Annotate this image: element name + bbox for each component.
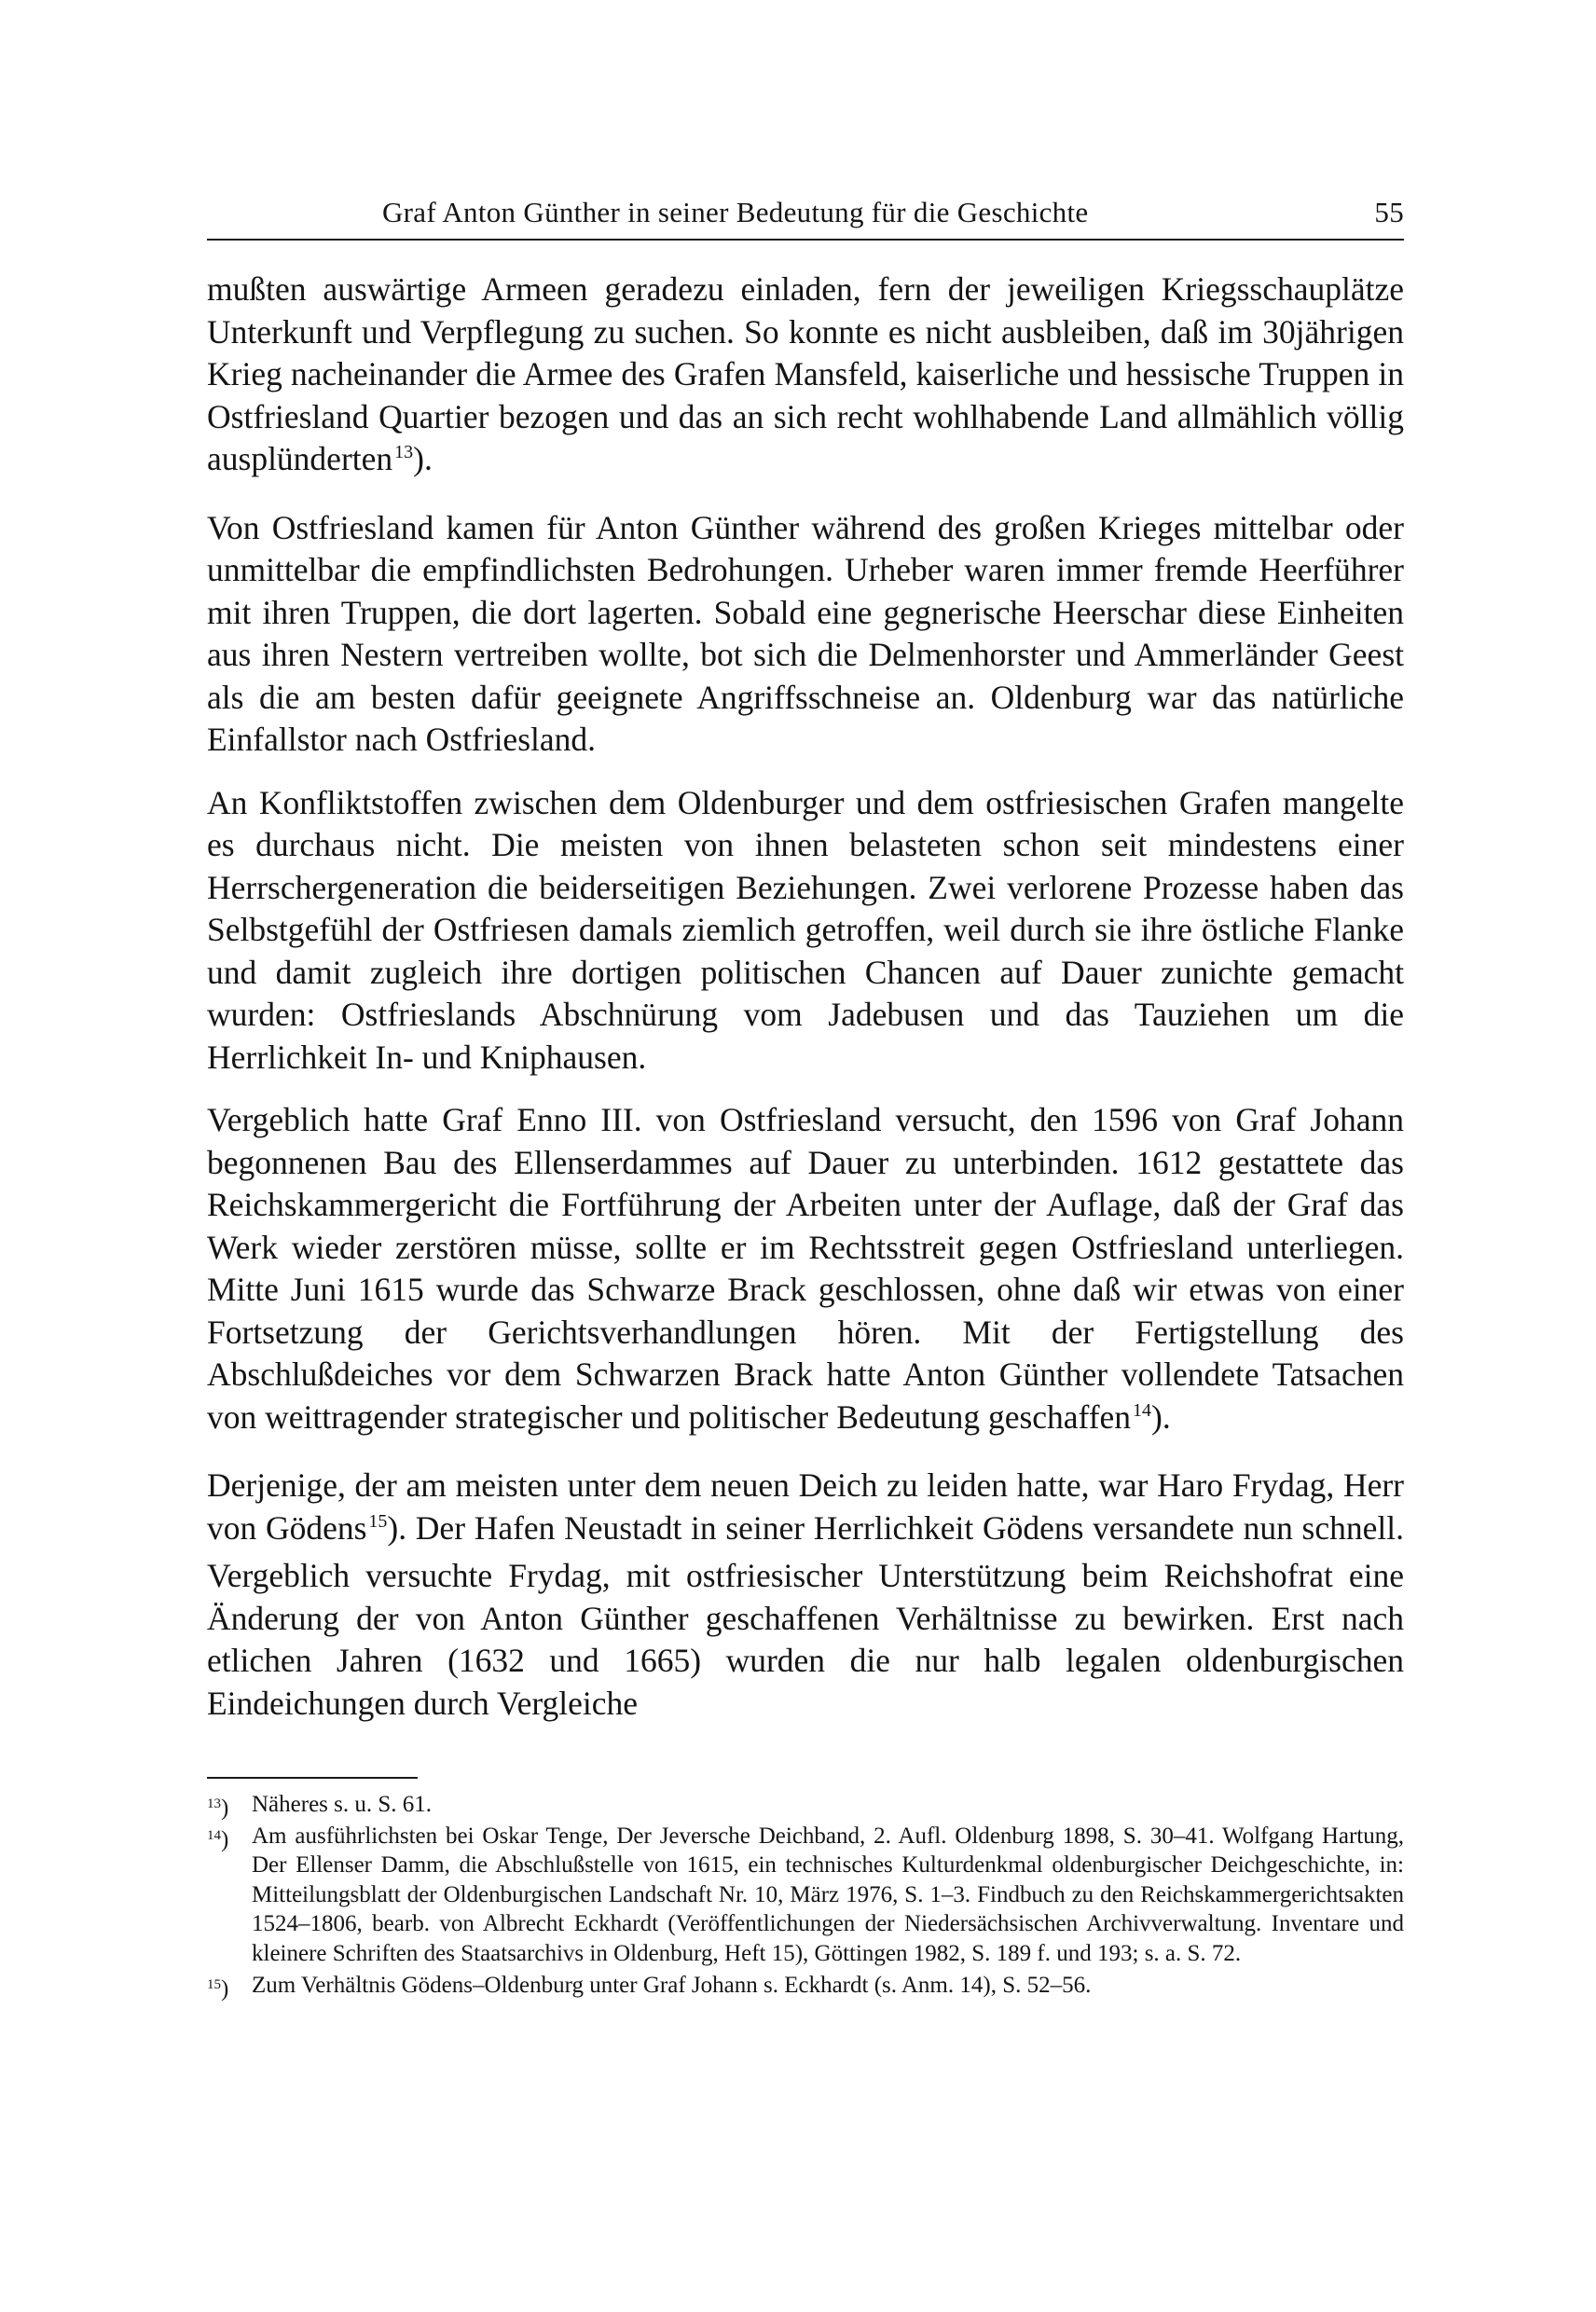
- paragraph-5: [207, 1465, 1404, 1725]
- paragraph-2: [207, 507, 1404, 762]
- paragraph-text: Derjenige, der am meisten unter dem neuen Deich zu leiden hatte, war Haro Frydag, Herr von Gödens: [207, 1466, 1404, 1547]
- paragraph-text-after: ). Der Hafen Neustadt in seiner Herrlichkeit Gödens versandete nun schnell. Vergeblich versuchte Frydag, mit ostfriesischer Unterstützung beim Reichshofrat eine Änderung der von Anton Günther geschaffenen Verhältnisse zu bewirken. Erst nach etlichen Jahren (1632 und 1665) wurden die nur halb legalen oldenburgischen Eindeichungen durch Vergleiche: [207, 1508, 1404, 1722]
- paragraph-1: [207, 268, 1404, 487]
- paragraph-text: Vergeblich hatte Graf Enno III. von Ostfriesland versucht, den 1596 von Graf Johann begonnenen Bau des Ellenserdammes auf Dauer zu unterbinden. 1612 gestattete das Reichskammergericht die Fortführung der Arbeiten unter der Auflage, daß der Graf das Werk wieder zerstören müsse, sollte er im Rechtsstreit gegen Ostfriesland unterliegen. Mitte Juni 1615 wurde das Schwarze Brack geschlossen, ohne daß wir etwas von einer Fortsetzung der Gerichtsverhandlungen hören. Mit der Fertigstellung des Abschlußdeiches vor dem Schwarzen Brack hatte Anton Günther vollendete Tatsachen von weittragender strategischer und politischer Bedeutung geschaffen: [207, 1101, 1404, 1436]
- paragraph-4: [207, 1099, 1404, 1444]
- paragraph-3: [207, 782, 1404, 1080]
- running-head: [207, 186, 1404, 241]
- paragraph-text-after: ).: [413, 440, 433, 477]
- footnote-14: [207, 1822, 1404, 1969]
- footnote-15: [207, 1971, 1404, 2001]
- footnote-13: [207, 1790, 1404, 1820]
- footnote-reference: 13: [394, 442, 414, 462]
- running-head-title: Graf Anton Günther in seiner Bedeutung für die Geschichte: [382, 196, 1089, 228]
- footnote-text: Zum Verhältnis Gödens–Oldenburg unter Graf Johann s. Eckhardt (s. Anm. 14), S. 52–56.: [252, 1972, 1092, 1998]
- paragraph-text: Von Ostfriesland kamen für Anton Günther während des großen Krieges mittelbar oder unmittelbar die empfindlichsten Bedrohungen. Urheber waren immer fremde Heerführer mit ihren Truppen, die dort lagerten. Sobald eine gegnerische Heerschar diese Einheiten aus ihren Nestern vertreiben wollte, bot sich die Delmenhorster und Ammerländer Geest als die am besten dafür geeignete Angriffsschneise an. Oldenburg war das natürliche Einfallstor nach Ostfriesland.: [207, 508, 1404, 758]
- book-page: [207, 186, 1404, 2002]
- footnote-number: 14: [207, 1827, 221, 1843]
- body-text: [207, 268, 1404, 1725]
- page-number: 55: [1374, 196, 1404, 228]
- paragraph-text: mußten auswärtige Armeen geradezu einladen, fern der jeweiligen Kriegsschauplätze Unterkunft und Verpflegung zu suchen. So konnte es nicht ausbleiben, daß im 30jährigen Krieg nacheinander die Armee des Grafen Mansfeld, kaiserliche und hessische Truppen in Ostfriesland Quartier bezogen und das an sich recht wohlhabende Land allmählich völlig ausplünderten: [207, 270, 1404, 477]
- footnote-number: 13: [207, 1796, 221, 1811]
- paragraph-text: An Konfliktstoffen zwischen dem Oldenburger und dem ostfriesischen Grafen mangelte es durchaus nicht. Die meisten von ihnen belasteten schon seit mindestens einer Herrschergeneration die beiderseitigen Beziehungen. Zwei verlorene Prozesse haben das Selbstgefühl der Ostfriesen damals ziemlich getroffen, weil durch sie ihre östliche Flanke und damit zugleich ihre dortigen politischen Chancen auf Dauer zunichte gemacht wurden: Ostfrieslands Abschnürung vom Jadebusen und das Tauziehen um die Herrlichkeit In- und Kniphausen.: [207, 783, 1404, 1076]
- footnotes: [207, 1790, 1404, 2000]
- footnote-reference: 15: [368, 1510, 388, 1532]
- footnote-text: Näheres s. u. S. 61.: [252, 1792, 433, 1817]
- footnote-divider: [207, 1777, 418, 1779]
- footnote-label: $^{14}$): [207, 1826, 229, 1852]
- footnote-number: 15: [207, 1976, 221, 1992]
- footnote-label: $^{13}$): [207, 1796, 229, 1821]
- paragraph-text-after: ).: [1151, 1397, 1171, 1436]
- footnote-label: $^{15}$): [207, 1975, 229, 2002]
- footnote-reference: 14: [1133, 1399, 1152, 1421]
- footnote-text: Am ausführlichsten bei Oskar Tenge, Der Jeversche Deichband, 2. Aufl. Oldenburg 1898, S. 30–41. Wolfgang Hartung, Der Ellenser Damm, die Abschlußstelle von 1615, ein technisches Kulturdenkmal oldenburgischer Deichgeschichte, in: Mitteilungsblatt der Oldenburgischen Landschaft Nr. 10, März 1976, S. 1–3. Findbuch zu den Reichskammergerichtsakten 1524–1806, bearb. von Albrecht Eckhardt (Veröffentlichungen der Niedersächsischen Archivverwaltung. Inventare und kleinere Schriften des Staatsarchivs in Oldenburg, Heft 15), Göttingen 1982, S. 189 f. und 193; s. a. S. 72.: [252, 1823, 1404, 1966]
